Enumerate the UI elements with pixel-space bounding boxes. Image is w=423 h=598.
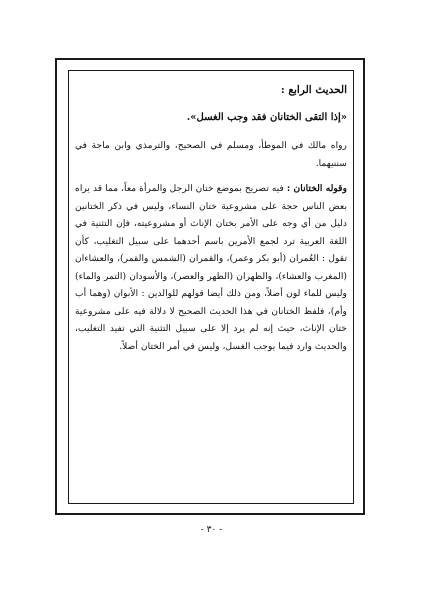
commentary-lead: وقوله الختانان : <box>286 183 348 194</box>
page-number: - ٣٠ - <box>200 525 223 535</box>
section-heading: الحديث الرابع : <box>280 84 347 96</box>
commentary-body: فيه تصريح بموضع ختان الرجل والمرأة معاً، مما قد يراه بعض الناس حجة على مشروعية ختان النساء، وليس في ذكر الختانين دليل من أي وجه على الأمر بختان الإناث أو مشروعيته، فإن التثنية في اللغة العربية ترد لجمع الأمرين باسم أحدهما على سبيل التغليب، كأن تقول : العُمران (أبو بكر وعمر)، والقمران (الشمس والقمر)، والعشاءان (المغرب والعشاء)، والظهران (الظهر والعصر)، والأسودان (التمر والماء) وليس للماء لون أصلاً، ومن ذلك أيضا قولهم للوالدين : الأبوان (وهما أب وأم)، فلفظ الختانان في هذا الحديث الصحيح لا دلالة فيه على مشروعية ختان الإناث، حيث إنه لم يرد إلا على سبيل التثنية التي تفيد التغليب، والحديث وارد فيما يوجب الغسل، وليس في أمر الختان أصلاً. <box>75 183 347 352</box>
narration-paragraph: رواه مالك في الموطأ، ومسلم في الصحيح، والترمذي وابن ماجة في سننيهما. <box>75 140 347 169</box>
page-frame-inner <box>68 70 354 504</box>
hadith-text: «إذا التقى الختانان فقد وجب الغسل». <box>186 112 347 123</box>
commentary-paragraph <box>75 180 347 355</box>
